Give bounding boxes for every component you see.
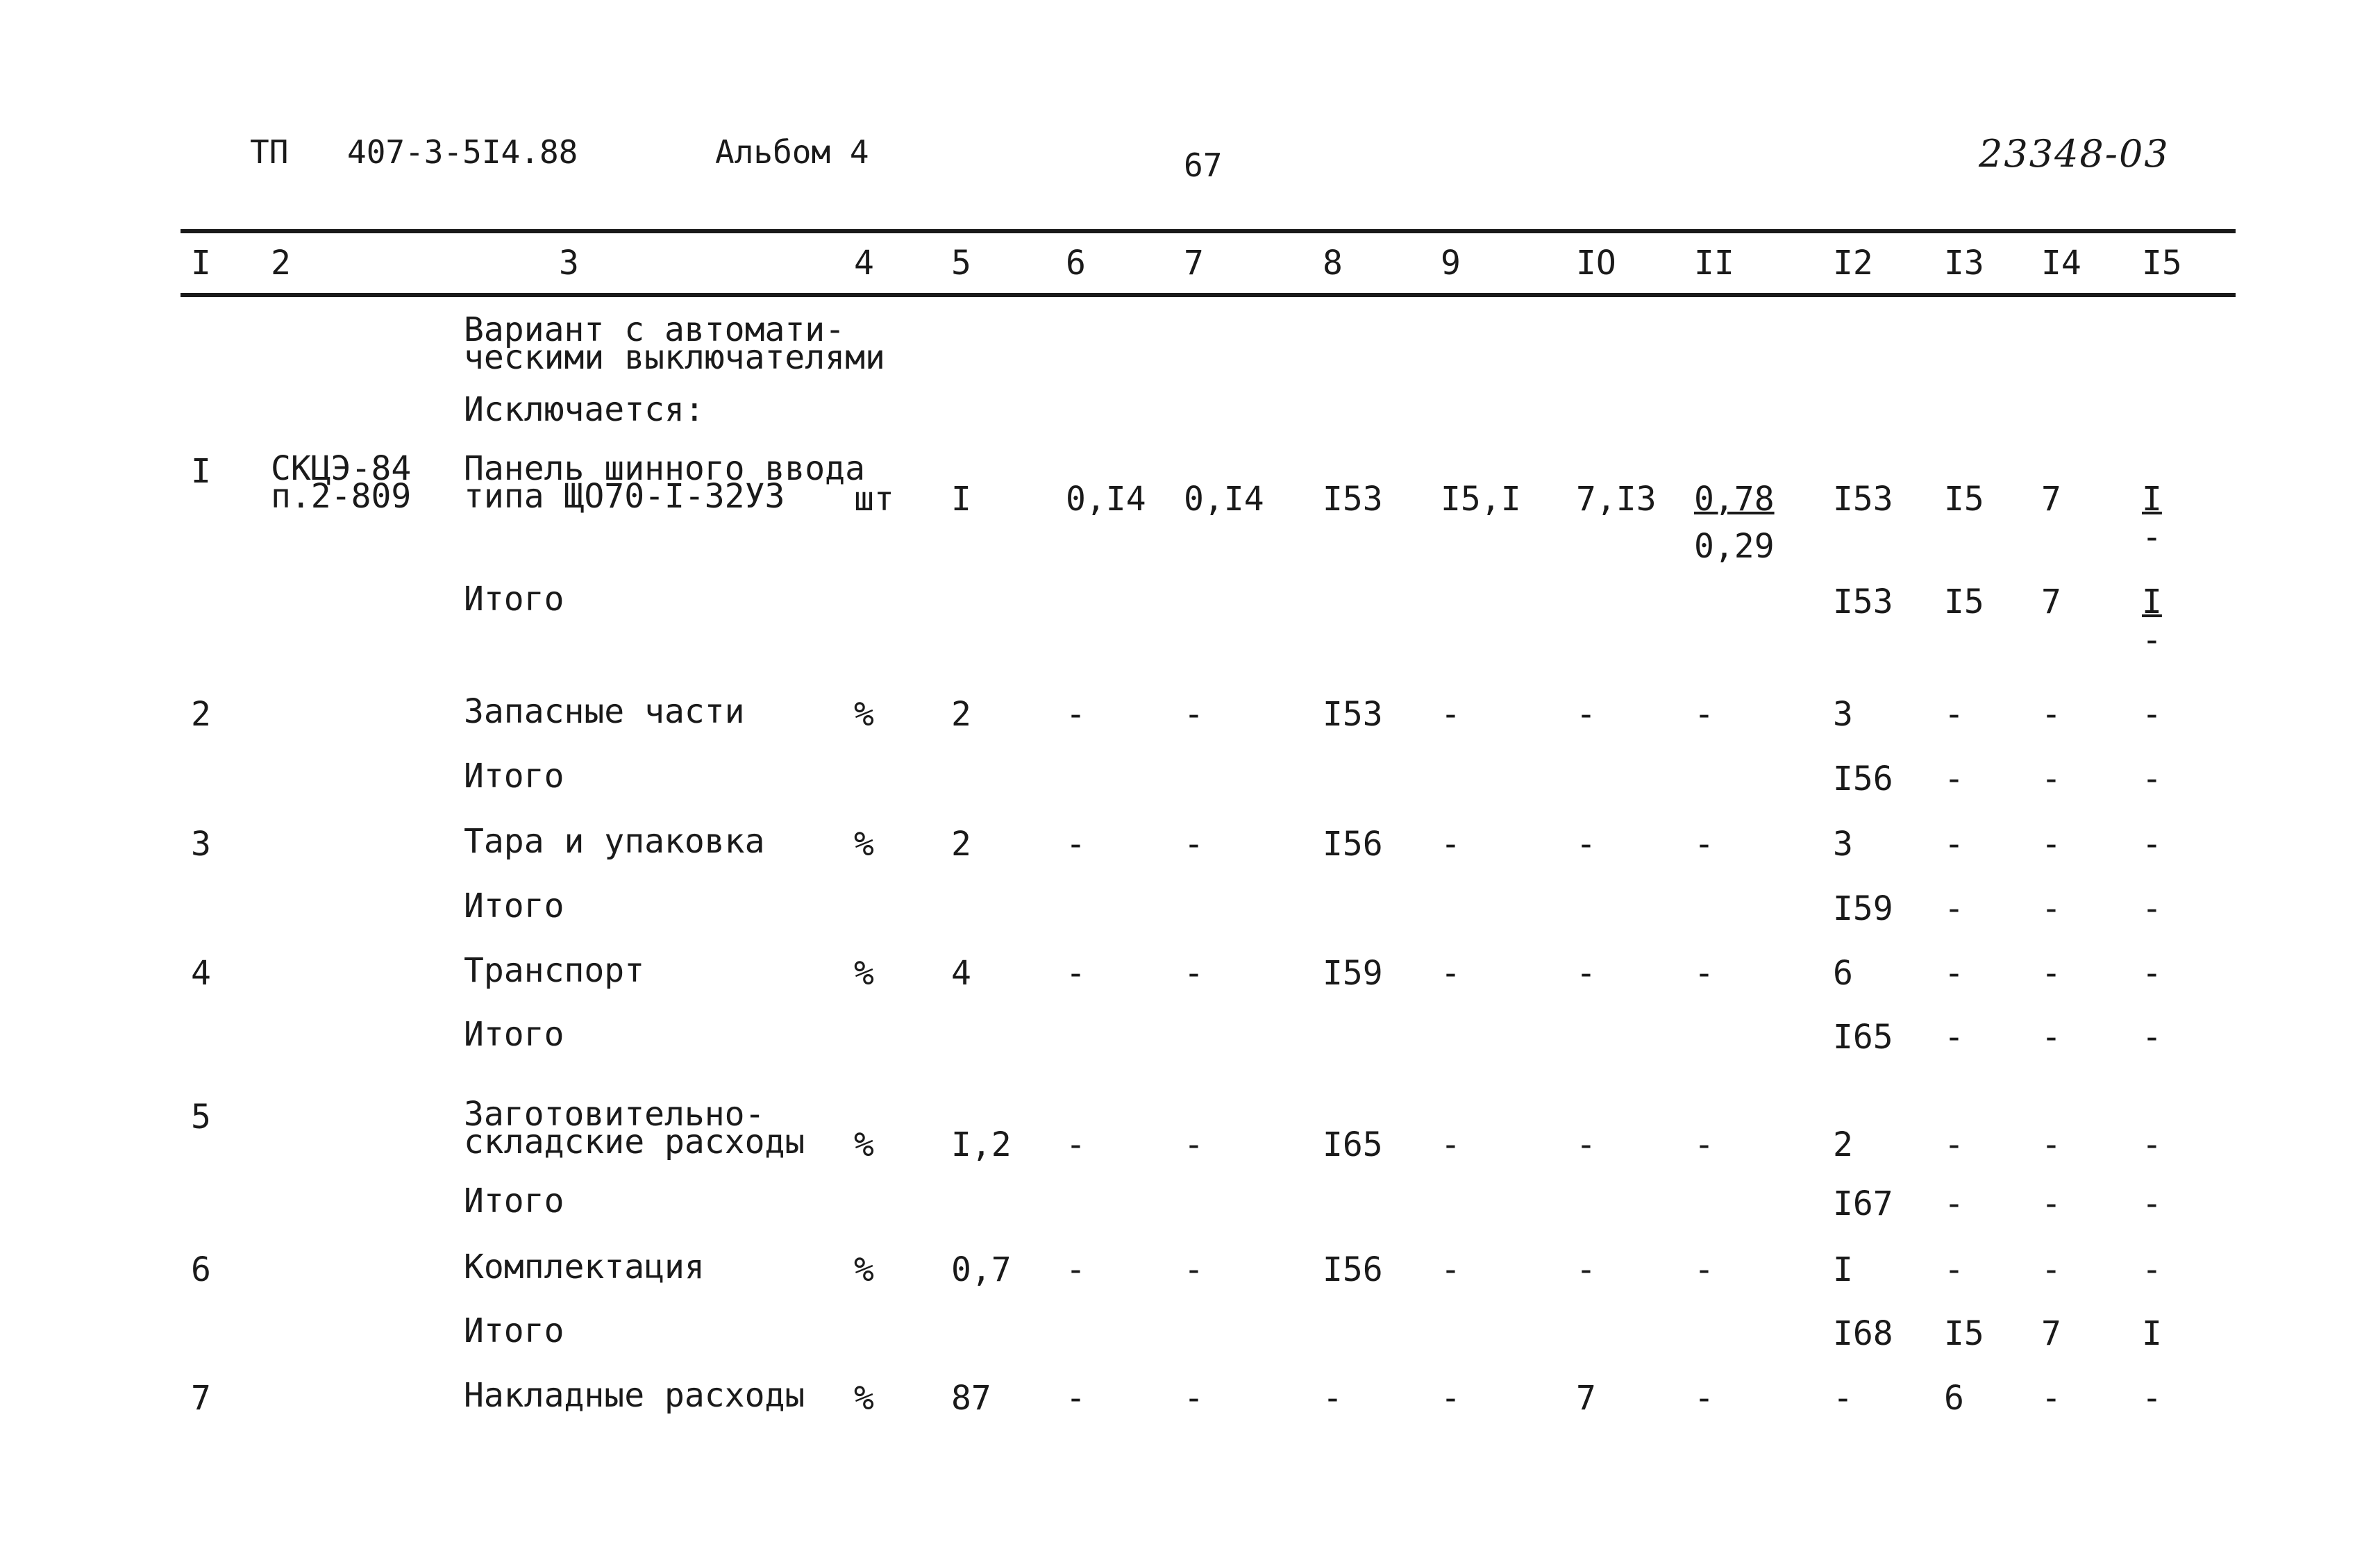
column-header-9: 9	[1441, 244, 1461, 283]
cell-c5: 87	[951, 1379, 991, 1418]
table-header-rule	[181, 293, 2236, 297]
cell-c8: I59	[1323, 954, 1383, 993]
cell-c12: 3	[1833, 825, 1853, 864]
cell-unit: %	[854, 1250, 874, 1289]
cell-c14: -	[2041, 889, 2061, 928]
cell-c14: -	[2041, 695, 2061, 734]
series-label: ТП	[250, 133, 289, 171]
cell-c8: I53	[1323, 695, 1383, 734]
cell-c7: -	[1184, 1125, 1204, 1164]
column-header-14: I4	[2041, 244, 2081, 283]
cell-c11: 0,78	[1694, 480, 1775, 519]
cell-c6: -	[1066, 695, 1086, 734]
doc-number: 23348-03	[1979, 132, 2170, 176]
cell-c15: I	[2142, 1314, 2162, 1353]
cell-c12: 6	[1833, 954, 1853, 993]
cell-c10: -	[1576, 825, 1596, 864]
column-header-3: 3	[559, 244, 579, 283]
column-header-1: I	[191, 244, 211, 283]
cell-c12: 3	[1833, 695, 1853, 734]
cell-c9: -	[1441, 954, 1461, 993]
cell-c8: I53	[1323, 480, 1383, 519]
cell-c13: -	[1944, 1018, 1964, 1057]
cell-c15: -	[2142, 954, 2162, 993]
cell-code: СКЦЭ-84 п.2-809	[271, 449, 412, 516]
cell-unit: %	[854, 695, 874, 734]
cell-desc: Накладные расходы	[464, 1376, 805, 1415]
column-header-11: II	[1694, 244, 1734, 283]
cell-c11: -	[1694, 825, 1714, 864]
cell-c6: -	[1066, 1379, 1086, 1418]
column-header-7: 7	[1184, 244, 1204, 283]
cell-c12: -	[1833, 1379, 1853, 1418]
excluded-label: Исключается:	[464, 390, 705, 429]
cell-c14: -	[2041, 760, 2061, 798]
cell-c14: -	[2041, 1018, 2061, 1057]
column-header-4: 4	[854, 244, 874, 283]
column-header-10: IO	[1576, 244, 1616, 283]
cell-c5: 4	[951, 954, 971, 993]
cell-num: 3	[191, 825, 211, 864]
cell-num: 4	[191, 954, 211, 993]
column-header-13: I3	[1944, 244, 1984, 283]
cell-c15: -	[2142, 1379, 2162, 1418]
cell-c11: -	[1694, 954, 1714, 993]
cell-c15: -	[2142, 889, 2162, 928]
column-header-8: 8	[1323, 244, 1343, 283]
cell-c6: -	[1066, 1125, 1086, 1164]
cell-c15: -	[2142, 825, 2162, 864]
cell-c14: 7	[2041, 582, 2061, 621]
table-top-rule	[181, 229, 2236, 233]
cell-c6: 0,I4	[1066, 480, 1146, 519]
cell-unit: шт	[854, 480, 894, 519]
cell-c13: -	[1944, 825, 1964, 864]
cell-c12: I67	[1833, 1184, 1893, 1223]
cell-c13: I5	[1944, 1314, 1984, 1353]
cell-desc: Заготовительно- складские расходы	[464, 1095, 805, 1161]
cell-c7: -	[1184, 954, 1204, 993]
cell-c12: I68	[1833, 1314, 1893, 1353]
cell-c9: I5,I	[1441, 480, 1521, 519]
cell-c11: -	[1694, 695, 1714, 734]
cell-desc: Панель шинного ввода типа ЩО70-I-32У3	[464, 449, 865, 516]
cell-c15: -	[2142, 1125, 2162, 1164]
cell-c12: 2	[1833, 1125, 1853, 1164]
cell-c15-denominator: -	[2142, 518, 2162, 557]
cell-desc: Транспорт	[464, 951, 645, 990]
cell-c5: I,2	[951, 1125, 1012, 1164]
cell-c10: -	[1576, 954, 1596, 993]
cell-c15-denominator: -	[2142, 621, 2162, 660]
cell-num: 5	[191, 1098, 211, 1137]
cell-desc: Итого	[464, 1182, 564, 1221]
cell-c14: -	[2041, 1250, 2061, 1289]
cell-c14: 7	[2041, 480, 2061, 519]
project-code: 407-3-5I4.88	[347, 133, 578, 171]
cell-c13: -	[1944, 1184, 1964, 1223]
cell-c11-denominator: 0,29	[1694, 527, 1775, 566]
cell-c14: -	[2041, 1379, 2061, 1418]
cell-c6: -	[1066, 954, 1086, 993]
cell-c9: -	[1441, 1379, 1461, 1418]
cell-c14: 7	[2041, 1314, 2061, 1353]
cell-num: 2	[191, 695, 211, 734]
cell-c10: 7	[1576, 1379, 1596, 1418]
cell-c9: -	[1441, 1250, 1461, 1289]
cell-c8: I56	[1323, 825, 1383, 864]
cell-c10: -	[1576, 695, 1596, 734]
cell-c15: -	[2142, 1250, 2162, 1289]
cell-desc: Итого	[464, 1015, 564, 1054]
cell-c10: 7,I3	[1576, 480, 1657, 519]
cell-c14: -	[2041, 1184, 2061, 1223]
cell-desc: Тара и упаковка	[464, 822, 765, 861]
cell-c13: -	[1944, 695, 1964, 734]
album-label: Альбом 4	[715, 133, 869, 171]
cell-c15: -	[2142, 760, 2162, 798]
cell-desc: Итого	[464, 580, 564, 619]
cell-num: I	[191, 452, 211, 491]
page-number: 67	[1184, 146, 1223, 184]
cell-desc: Запасные части	[464, 692, 745, 731]
cell-c14: -	[2041, 825, 2061, 864]
cell-c13: I5	[1944, 480, 1984, 519]
column-header-12: I2	[1833, 244, 1873, 283]
cell-c13: -	[1944, 954, 1964, 993]
cell-desc: Итого	[464, 1311, 564, 1350]
cell-c13: -	[1944, 760, 1964, 798]
cell-unit: %	[854, 1125, 874, 1164]
cell-c9: -	[1441, 825, 1461, 864]
cell-c12: I	[1833, 1250, 1853, 1289]
column-header-6: 6	[1066, 244, 1086, 283]
column-header-5: 5	[951, 244, 971, 283]
cell-c9: -	[1441, 695, 1461, 734]
cell-c5: 2	[951, 695, 971, 734]
cell-c12: I53	[1833, 480, 1893, 519]
cell-c11: -	[1694, 1379, 1714, 1418]
cell-c6: -	[1066, 825, 1086, 864]
cell-c15: I	[2142, 480, 2162, 519]
cell-c14: -	[2041, 1125, 2061, 1164]
cell-desc: Комплектация	[464, 1248, 705, 1286]
cell-c5: I	[951, 480, 971, 519]
cell-c13: I5	[1944, 582, 1984, 621]
cell-c8: I56	[1323, 1250, 1383, 1289]
cell-unit: %	[854, 825, 874, 864]
cell-c7: -	[1184, 1250, 1204, 1289]
column-header-15: I5	[2142, 244, 2182, 283]
cell-c12: I56	[1833, 760, 1893, 798]
cell-c12: I65	[1833, 1018, 1893, 1057]
cell-c15: -	[2142, 695, 2162, 734]
cell-desc: Итого	[464, 887, 564, 925]
cell-c14: -	[2041, 954, 2061, 993]
cell-c7: -	[1184, 695, 1204, 734]
cell-c13: -	[1944, 889, 1964, 928]
cell-c13: 6	[1944, 1379, 1964, 1418]
cell-c15: -	[2142, 1018, 2162, 1057]
cell-c7: -	[1184, 825, 1204, 864]
cell-c5: 0,7	[951, 1250, 1012, 1289]
cell-unit: %	[854, 1379, 874, 1418]
cell-c8: I65	[1323, 1125, 1383, 1164]
cell-c9: -	[1441, 1125, 1461, 1164]
cell-c6: -	[1066, 1250, 1086, 1289]
cell-c15: I	[2142, 582, 2162, 621]
cell-c10: -	[1576, 1125, 1596, 1164]
column-header-2: 2	[271, 244, 291, 283]
cell-c7: 0,I4	[1184, 480, 1264, 519]
cell-c5: 2	[951, 825, 971, 864]
cell-num: 6	[191, 1250, 211, 1289]
cell-c11: -	[1694, 1125, 1714, 1164]
cell-unit: %	[854, 954, 874, 993]
cell-c12: I59	[1833, 889, 1893, 928]
cell-c8: -	[1323, 1379, 1343, 1418]
cell-c13: -	[1944, 1125, 1964, 1164]
cell-desc: Итого	[464, 757, 564, 796]
cell-c13: -	[1944, 1250, 1964, 1289]
cell-c10: -	[1576, 1250, 1596, 1289]
variant-title: Вариант с автомати- ческими выключателями	[464, 310, 885, 377]
cell-c7: -	[1184, 1379, 1204, 1418]
cell-num: 7	[191, 1379, 211, 1418]
cell-c11: -	[1694, 1250, 1714, 1289]
cell-c12: I53	[1833, 582, 1893, 621]
cell-c15: -	[2142, 1184, 2162, 1223]
